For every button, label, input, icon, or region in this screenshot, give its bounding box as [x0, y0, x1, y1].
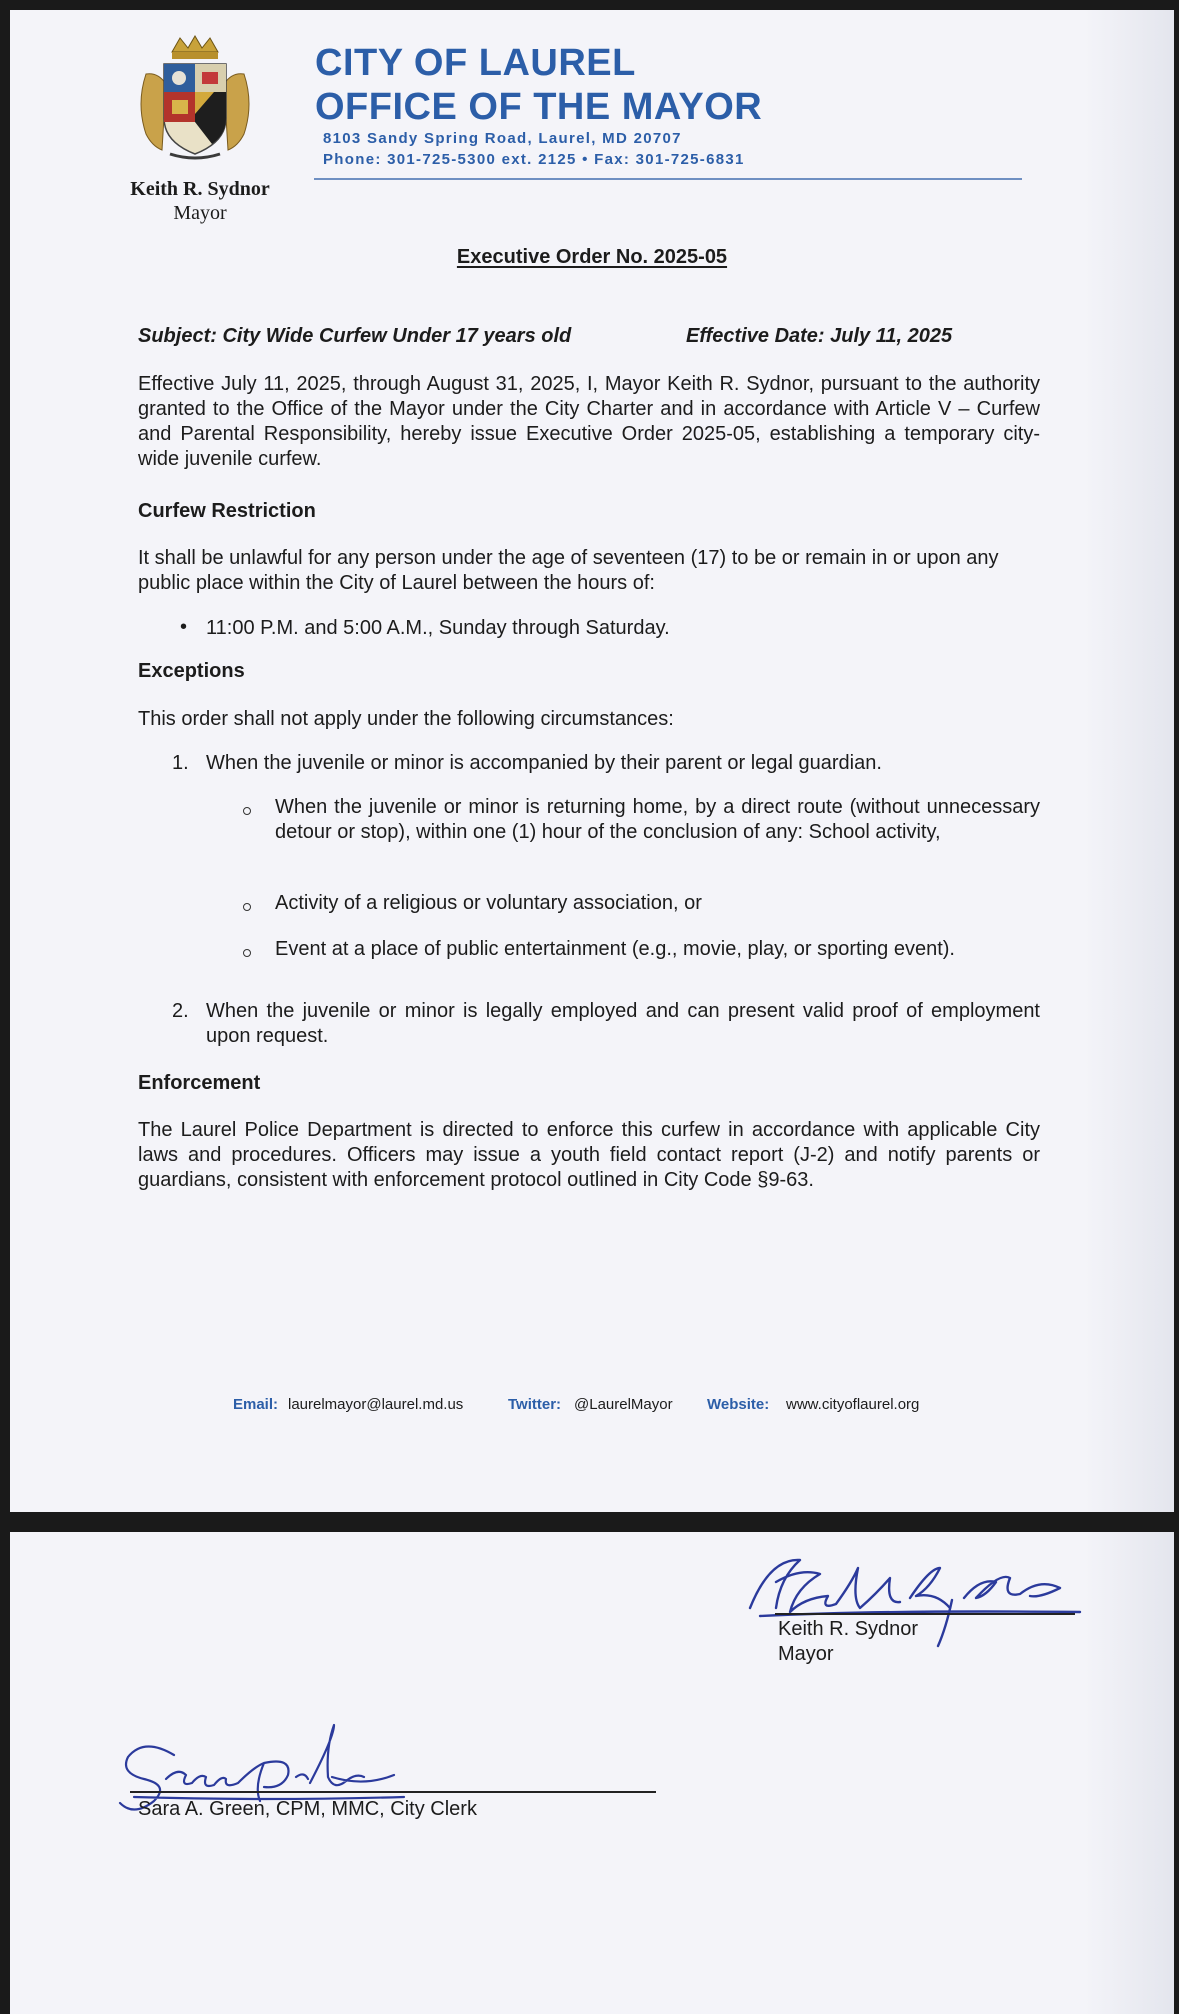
circle-bullet-icon: [243, 903, 251, 911]
city-seal-icon: [132, 34, 258, 164]
exception-sub-2: Activity of a religious or voluntary association, or: [275, 892, 702, 914]
bullet-dot-icon: •: [180, 616, 188, 638]
curfew-hours-bullet: 11:00 P.M. and 5:00 A.M., Sunday through Saturday.: [206, 617, 670, 639]
signature-mayor-title: Mayor: [778, 1643, 834, 1665]
curfew-paragraph: It shall be unlawful for any person under the age of seventeen (17) to be or remain in or upon any public place within the City of Laurel between the hours of:: [138, 547, 999, 594]
order-subject: Subject: City Wide Curfew Under 17 years old: [138, 325, 572, 347]
exceptions-intro: This order shall not apply under the following circumstances:: [138, 708, 674, 730]
footer-website-label: Website:: [707, 1396, 770, 1413]
document-page-2: [10, 1532, 1174, 2014]
office-phone-fax: Phone: 301-725-5300 ext. 2125 • Fax: 301-725-6831: [323, 151, 745, 168]
footer-twitter: @LaurelMayor: [574, 1396, 673, 1413]
letterhead-mayor-title: Mayor: [173, 202, 227, 224]
footer-email: laurelmayor@laurel.md.us: [288, 1396, 464, 1413]
footer-twitter-label: Twitter:: [508, 1396, 562, 1413]
intro-paragraph: Effective July 11, 2025, through August 31, 2025, I, Mayor Keith R. Sydnor, pursuant to the authority granted to the Office of the Mayor under the City Charter and in accordance with Article V – Curfew and Parental Responsibility, hereby issue Executive Order 2025-05, establishing a temporary city-wide juvenile curfew.: [138, 373, 1040, 470]
footer-email-label: Email:: [233, 1396, 279, 1413]
enforcement-paragraph: The Laurel Police Department is directed to enforce this curfew in accordance with applicable City laws and procedures. Officers may issue a youth field contact report (J-2) and notify parents or guardians, consistent with enforcement protocol outlined in City Code §9-63.: [138, 1119, 1040, 1191]
signature-mayor-name: Keith R. Sydnor: [778, 1618, 919, 1640]
order-effective-date: Effective Date: July 11, 2025: [686, 325, 953, 347]
exception-sub-1: When the juvenile or minor is returning home, by a direct route (without unnecessary detour or stop), within one (1) hour of the conclusion of any: School activity,: [275, 796, 1040, 843]
exception-number-2: 2.: [172, 1000, 189, 1022]
exception-sub-3: Event at a place of public entertainment (e.g., movie, play, or sporting event).: [275, 938, 955, 960]
office-address: 8103 Sandy Spring Road, Laurel, MD 20707: [323, 130, 682, 147]
signature-clerk-name: Sara A. Green, CPM, MMC, City Clerk: [138, 1798, 477, 1820]
exception-item-1: When the juvenile or minor is accompanied by their parent or legal guardian.: [206, 752, 882, 774]
exception-number-1: 1.: [172, 752, 189, 774]
circle-bullet-icon: [243, 949, 251, 957]
clerk-signature-line: [130, 1791, 656, 1793]
order-title: [10, 246, 1174, 269]
order-title-text: Executive Order No. 2025-05: [456, 246, 728, 268]
letterhead-divider: [314, 178, 1022, 180]
org-name-line2: OFFICE OF THE MAYOR: [315, 86, 763, 128]
footer-website: www.cityoflaurel.org: [786, 1396, 920, 1413]
document-page-1: [10, 10, 1174, 1512]
org-name-line1: CITY OF LAUREL: [315, 42, 636, 84]
letterhead-mayor-name: Keith R. Sydnor: [130, 178, 270, 200]
curfew-heading: Curfew Restriction: [138, 500, 316, 522]
circle-bullet-icon: [243, 807, 251, 815]
exception-item-2: When the juvenile or minor is legally employed and can present valid proof of employment upon request.: [206, 1000, 1040, 1047]
enforcement-heading: Enforcement: [138, 1072, 261, 1094]
exceptions-heading: Exceptions: [138, 660, 245, 682]
mayor-signature-line: [775, 1613, 1075, 1615]
